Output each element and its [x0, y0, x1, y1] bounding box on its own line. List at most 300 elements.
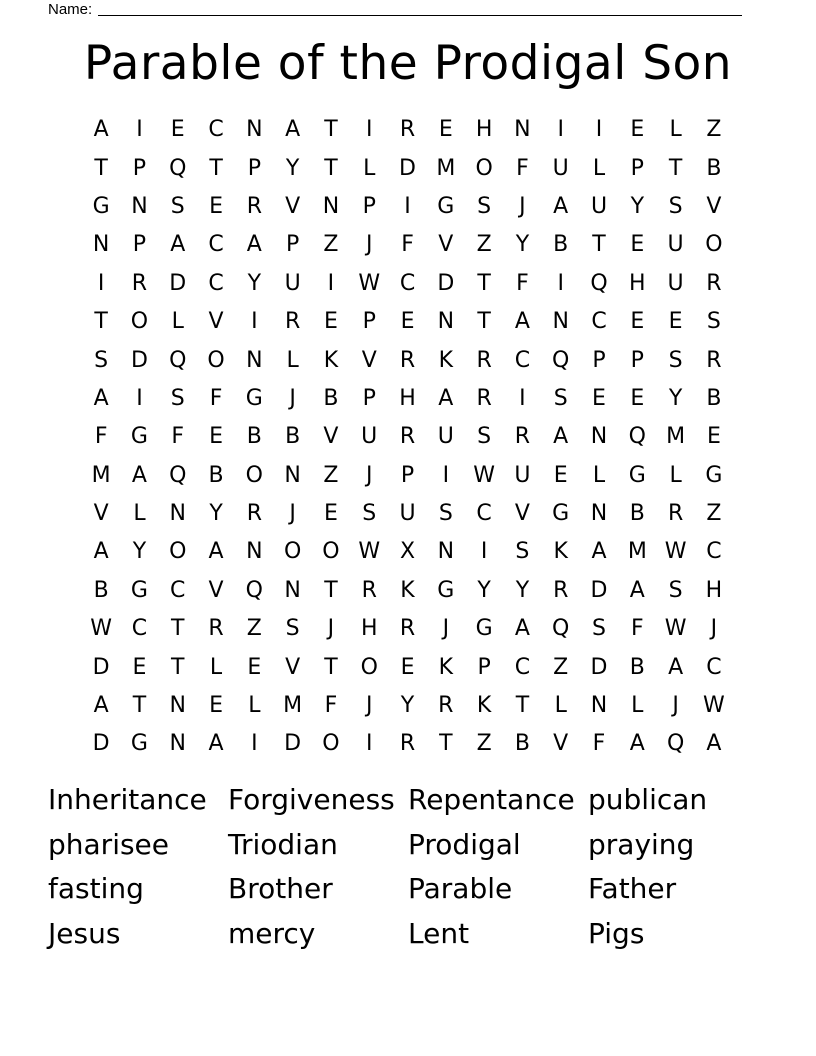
grid-cell: Q [552, 616, 570, 642]
grid-cell: F [592, 731, 606, 757]
grid-cell: S [94, 347, 109, 373]
grid-cell: V [323, 424, 339, 450]
grid-cell: R [399, 347, 416, 373]
grid-cell: O [322, 539, 340, 565]
grid-cell: B [629, 501, 645, 527]
grid-cell: L [554, 693, 567, 719]
grid-cell: L [669, 462, 682, 488]
grid-cell: A [170, 232, 186, 258]
grid-cell: L [363, 155, 376, 181]
grid-cell: Y [515, 232, 530, 258]
word-bank [48, 778, 768, 957]
grid-cell: G [245, 385, 263, 411]
grid-cell: R [438, 693, 454, 719]
grid-cell: Y [285, 155, 300, 181]
grid-cell: B [208, 462, 224, 488]
grid-cell: I [365, 117, 373, 143]
grid-cell: L [209, 654, 223, 680]
grid-cell: Z [706, 501, 722, 527]
grid-cell: J [672, 693, 679, 719]
grid-cell: R [399, 616, 416, 642]
grid-cell: V [285, 654, 301, 680]
grid-cell: P [400, 462, 415, 488]
grid-cell: N [552, 309, 569, 335]
grid-cell: E [170, 117, 185, 143]
grid-row [82, 572, 733, 610]
grid-cell: B [553, 232, 569, 258]
word-bank-item: Parable [408, 872, 513, 906]
grid-cell: T [324, 155, 338, 181]
grid-cell: D [590, 577, 608, 603]
grid-cell: A [668, 654, 684, 680]
grid-cell: K [476, 693, 492, 719]
grid-cell: N [590, 501, 608, 527]
grid-cell: E [630, 232, 645, 258]
grid-cell: N [169, 693, 186, 719]
grid-cell: Q [628, 424, 646, 450]
grid-cell: Q [245, 577, 263, 603]
grid-cell: U [514, 462, 531, 488]
grid-cell: R [706, 347, 722, 373]
grid-cell: S [668, 193, 683, 219]
grid-cell: E [400, 654, 415, 680]
grid-cell: P [362, 385, 376, 411]
grid-cell: D [130, 347, 148, 373]
grid-cell: U [667, 270, 684, 296]
grid-cell: Y [400, 693, 415, 719]
grid-cell: I [136, 385, 143, 411]
grid-cell: D [399, 155, 416, 181]
grid-cell: C [208, 270, 224, 296]
grid-cell: O [705, 232, 723, 258]
grid-cell: N [169, 501, 186, 527]
grid-cell: T [171, 616, 185, 642]
grid-cell: J [365, 462, 373, 488]
grid-cell: Z [246, 616, 262, 642]
grid-cell: T [324, 117, 338, 143]
grid-cell: W [703, 693, 725, 719]
grid-row [82, 495, 733, 533]
grid-cell: V [285, 193, 301, 219]
grid-cell: F [401, 232, 414, 258]
grid-cell: E [553, 462, 568, 488]
grid-cell: P [132, 155, 147, 181]
grid-cell: B [285, 424, 301, 450]
name-label: Name: [48, 1, 93, 18]
grid-cell: A [246, 232, 262, 258]
grid-cell: S [592, 616, 606, 642]
grid-cell: U [361, 424, 378, 450]
grid-cell: D [590, 654, 608, 680]
grid-cell: V [208, 309, 224, 335]
grid-cell: J [289, 501, 296, 527]
grid-cell: Y [132, 539, 147, 565]
grid-cell: S [170, 193, 185, 219]
grid-cell: L [631, 693, 644, 719]
grid-cell: J [519, 193, 526, 219]
grid-cell: C [706, 654, 722, 680]
grid-cell: R [399, 117, 416, 143]
word-bank-item: Pigs [588, 917, 645, 951]
grid-cell: T [668, 155, 683, 181]
grid-cell: W [473, 462, 495, 488]
grid-cell: G [130, 577, 148, 603]
grid-cell: I [327, 270, 335, 296]
grid-cell: J [710, 616, 718, 642]
word-bank-item: mercy [228, 917, 316, 951]
grid-cell: T [324, 654, 338, 680]
grid-cell: O [207, 347, 225, 373]
grid-cell: Q [552, 347, 570, 373]
grid-cell: A [93, 117, 109, 143]
word-bank-item: Triodian [228, 827, 338, 861]
grid-cell: J [327, 616, 335, 642]
grid-cell: W [90, 616, 113, 642]
grid-cell: R [514, 424, 531, 450]
grid-cell: A [93, 539, 109, 565]
grid-cell: V [93, 501, 109, 527]
grid-cell: I [480, 539, 488, 565]
grid-cell: J [442, 616, 450, 642]
grid-row [82, 380, 733, 418]
grid-cell: Z [476, 731, 492, 757]
grid-row [82, 533, 733, 571]
letter-grid [82, 111, 733, 764]
grid-cell: A [629, 577, 645, 603]
grid-cell: Y [477, 577, 491, 603]
grid-cell: R [706, 270, 722, 296]
grid-cell: I [557, 117, 564, 143]
grid-cell: N [169, 731, 186, 757]
grid-cell: S [668, 577, 683, 603]
grid-cell: C [208, 232, 224, 258]
grid-cell: Y [630, 193, 645, 219]
grid-cell: C [208, 117, 224, 143]
grid-cell: E [323, 501, 338, 527]
grid-cell: L [669, 117, 682, 143]
grid-cell: R [399, 424, 416, 450]
grid-cell: S [668, 347, 683, 373]
word-bank-item: Jesus [48, 917, 121, 951]
grid-cell: U [667, 232, 684, 258]
grid-cell: V [514, 501, 530, 527]
grid-cell: R [208, 616, 224, 642]
grid-cell: N [284, 462, 301, 488]
grid-cell: M [627, 539, 647, 565]
grid-cell: Q [169, 347, 187, 373]
grid-cell: J [365, 693, 373, 719]
grid-cell: Z [553, 654, 569, 680]
grid-cell: D [92, 654, 110, 680]
grid-cell: R [246, 501, 262, 527]
grid-cell: L [171, 309, 184, 335]
puzzle-title: Parable of the Prodigal Son [83, 36, 733, 91]
grid-cell: A [208, 731, 224, 757]
grid-cell: L [286, 347, 299, 373]
word-bank-item: fasting [48, 872, 144, 906]
grid-cell: M [436, 155, 456, 181]
grid-cell: K [553, 539, 568, 565]
grid-cell: F [171, 424, 185, 450]
word-bank-item: pharisee [48, 827, 170, 861]
grid-cell: P [285, 232, 300, 258]
grid-cell: P [630, 155, 644, 181]
grid-cell: Z [323, 462, 339, 488]
grid-cell: A [285, 117, 301, 143]
grid-cell: V [553, 731, 569, 757]
grid-cell: O [245, 462, 263, 488]
grid-cell: Q [169, 155, 187, 181]
grid-cell: E [630, 309, 645, 335]
word-bank-item: publican [588, 783, 708, 816]
grid-cell: O [322, 731, 340, 757]
grid-cell: S [285, 616, 300, 642]
grid-cell: I [557, 270, 564, 296]
grid-cell: A [553, 193, 569, 219]
grid-cell: I [365, 731, 373, 757]
grid-cell: F [516, 155, 529, 181]
grid-cell: C [170, 577, 186, 603]
grid-cell: N [437, 309, 455, 335]
grid-cell: P [477, 654, 491, 680]
grid-cell: Z [323, 232, 339, 258]
grid-cell: B [706, 155, 722, 181]
grid-cell: A [93, 693, 109, 719]
grid-cell: B [706, 385, 722, 411]
grid-cell: I [97, 270, 105, 296]
grid-cell: E [323, 309, 338, 335]
grid-cell: P [247, 155, 261, 181]
grid-cell: M [91, 462, 111, 488]
grid-cell: Q [590, 270, 608, 296]
grid-cell: E [209, 693, 223, 719]
grid-cell: B [246, 424, 262, 450]
grid-cell: E [592, 385, 606, 411]
grid-cell: H [360, 616, 378, 642]
grid-row [82, 648, 733, 686]
grid-cell: R [361, 577, 377, 603]
name-field [48, 0, 742, 18]
grid-cell: M [666, 424, 686, 450]
grid-cell: B [93, 577, 109, 603]
grid-cell: E [247, 654, 262, 680]
grid-cell: E [400, 309, 415, 335]
grid-cell: Y [209, 501, 223, 527]
grid-cell: U [399, 501, 416, 527]
grid-cell: O [283, 539, 302, 565]
grid-cell: S [515, 539, 530, 565]
word-bank-item: Lent [408, 917, 470, 951]
grid-cell: N [284, 577, 301, 603]
grid-cell: J [365, 232, 373, 258]
grid-cell: K [400, 577, 415, 603]
grid-cell: I [519, 385, 526, 411]
grid-cell: T [171, 654, 185, 680]
grid-cell: T [477, 270, 491, 296]
grid-cell: G [92, 193, 110, 219]
grid-cell: I [251, 309, 258, 335]
grid-cell: I [404, 193, 411, 219]
grid-cell: T [439, 731, 453, 757]
grid-cell: Q [169, 462, 187, 488]
grid-cell: U [590, 193, 608, 219]
grid-cell: T [132, 693, 147, 719]
grid-cell: G [475, 616, 493, 642]
grid-cell: M [283, 693, 303, 719]
grid-cell: B [629, 654, 645, 680]
grid-cell: E [668, 309, 683, 335]
grid-cell: S [553, 385, 568, 411]
grid-cell: K [438, 654, 454, 680]
grid-cell: B [323, 385, 339, 411]
grid-cell: A [629, 731, 645, 757]
grid-cell: A [591, 539, 607, 565]
grid-row [82, 341, 733, 379]
grid-cell: Z [706, 117, 722, 143]
grid-cell: S [477, 424, 492, 450]
grid-cell: R [476, 385, 492, 411]
grid-cell: J [289, 385, 296, 411]
grid-cell: H [475, 117, 493, 143]
grid-cell: D [437, 270, 455, 296]
grid-cell: F [630, 616, 644, 642]
grid-cell: U [552, 155, 569, 181]
grid-cell: G [437, 193, 455, 219]
grid-row [82, 265, 733, 303]
grid-cell: V [361, 347, 377, 373]
grid-cell: H [629, 270, 646, 296]
grid-cell: G [552, 501, 570, 527]
grid-cell: S [362, 501, 377, 527]
grid-cell: P [592, 347, 606, 373]
grid-cell: T [477, 309, 491, 335]
grid-cell: F [94, 424, 108, 450]
grid-cell: N [514, 117, 531, 143]
grid-cell: A [131, 462, 147, 488]
word-bank-item: Forgiveness [228, 783, 395, 816]
grid-cell: O [475, 155, 493, 181]
grid-cell: G [130, 424, 148, 450]
grid-cell: S [170, 385, 185, 411]
grid-cell: C [399, 270, 416, 296]
word-bank-item: Repentance [408, 783, 575, 816]
grid-cell: D [92, 731, 110, 757]
grid-cell: N [92, 232, 110, 258]
grid-cell: I [251, 731, 258, 757]
grid-cell: Q [666, 731, 685, 757]
grid-row [82, 303, 733, 341]
grid-cell: N [437, 539, 455, 565]
grid-cell: N [246, 117, 263, 143]
grid-cell: Z [476, 232, 492, 258]
grid-cell: T [94, 309, 108, 335]
grid-cell: G [130, 731, 148, 757]
grid-cell: E [630, 117, 645, 143]
grid-cell: I [136, 117, 143, 143]
grid-cell: R [246, 193, 262, 219]
grid-cell: T [94, 155, 108, 181]
grid-cell: A [438, 385, 454, 411]
grid-row [82, 149, 733, 187]
grid-cell: R [667, 501, 684, 527]
grid-cell: V [208, 577, 224, 603]
grid-cell: P [362, 193, 376, 219]
grid-cell: R [553, 577, 569, 603]
grid-cell: R [131, 270, 148, 296]
grid-row [82, 226, 733, 264]
grid-cell: L [592, 462, 606, 488]
name-underline [98, 14, 742, 16]
grid-cell: S [706, 309, 721, 335]
grid-cell: T [324, 577, 338, 603]
grid-cell: W [664, 616, 687, 642]
grid-cell: U [437, 424, 454, 450]
grid-cell: W [358, 539, 381, 565]
grid-cell: P [630, 347, 644, 373]
grid-row [82, 457, 733, 495]
grid-cell: G [628, 462, 646, 488]
grid-cell: R [399, 731, 416, 757]
grid-cell: T [592, 232, 606, 258]
grid-cell: H [705, 577, 723, 603]
grid-cell: B [514, 731, 530, 757]
grid-row [82, 725, 733, 763]
grid-cell: E [706, 424, 721, 450]
grid-cell: C [514, 654, 531, 680]
grid-cell: D [284, 731, 302, 757]
grid-cell: N [131, 193, 148, 219]
word-bank-item: Father [588, 872, 677, 906]
grid-cell: Y [668, 385, 683, 411]
grid-cell: V [438, 232, 454, 258]
grid-cell: N [322, 193, 340, 219]
grid-cell: G [705, 462, 723, 488]
grid-cell: Y [247, 270, 262, 296]
grid-row [82, 111, 733, 149]
grid-cell: S [477, 193, 492, 219]
grid-cell: N [246, 347, 263, 373]
grid-cell: W [664, 539, 687, 565]
word-bank-item: Inheritance [48, 783, 207, 816]
grid-cell: P [362, 309, 376, 335]
grid-cell: I [595, 117, 603, 143]
grid-cell: T [209, 155, 223, 181]
grid-row [82, 610, 733, 648]
grid-cell: X [399, 539, 416, 565]
grid-cell: A [553, 424, 569, 450]
grid-cell: O [130, 309, 149, 335]
grid-cell: E [438, 117, 453, 143]
grid-cell: R [284, 309, 301, 335]
grid-cell: C [476, 501, 492, 527]
grid-row [82, 687, 733, 725]
grid-cell: V [706, 193, 722, 219]
grid-cell: E [209, 193, 223, 219]
grid-cell: F [209, 385, 223, 411]
grid-cell: D [169, 270, 187, 296]
grid-cell: C [706, 539, 722, 565]
grid-cell: T [515, 693, 530, 719]
grid-cell: O [169, 539, 187, 565]
grid-cell: A [93, 385, 109, 411]
word-bank-item: Prodigal [408, 827, 521, 861]
grid-row [82, 418, 733, 456]
grid-row [82, 188, 733, 226]
grid-cell: A [208, 539, 224, 565]
grid-cell: I [442, 462, 450, 488]
grid-cell: E [132, 654, 147, 680]
grid-cell: C [514, 347, 531, 373]
